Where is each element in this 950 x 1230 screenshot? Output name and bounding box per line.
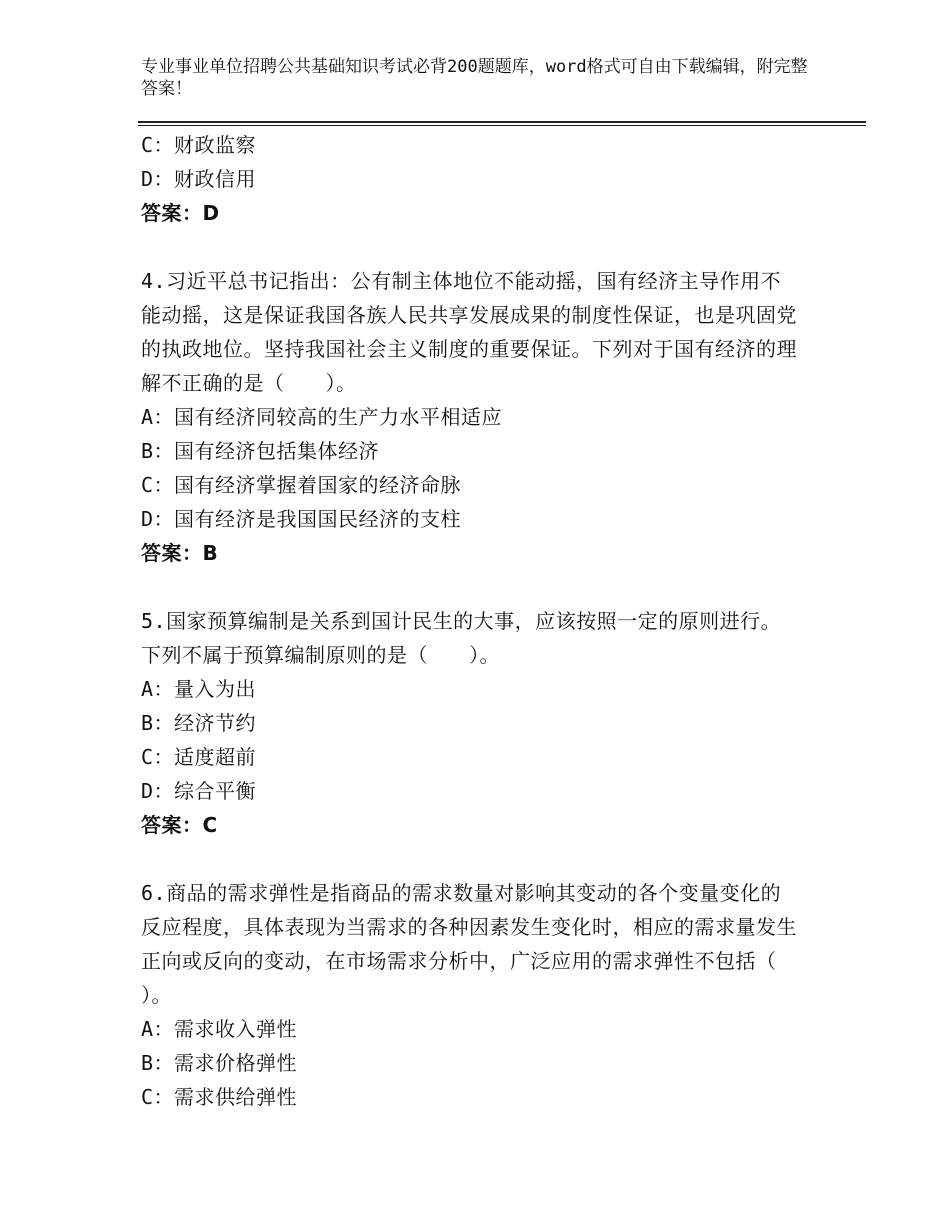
question-stem: 6.商品的需求弹性是指商品的需求数量对影响其变动的各个变量变化的反应程度，具体表现为当需求的各种因素发生变化时，相应的需求量发生正向或反向的变动，在市场需求分析中，广泛应用的需求弹性不包括（ ）。 [141, 881, 797, 1007]
option-b: B：经济节约 [141, 711, 257, 735]
document-content [141, 128, 801, 1114]
question-5 [141, 604, 801, 842]
question-6 [141, 876, 801, 1114]
option-c: C：需求供给弹性 [141, 1085, 298, 1109]
option-a: A：量入为出 [141, 677, 257, 701]
option-c: C：适度超前 [141, 745, 257, 769]
answer: 答案：D [141, 201, 220, 225]
header-divider [138, 121, 866, 126]
option-c: C：国有经济掌握着国家的经济命脉 [141, 473, 462, 497]
prev-question-tail [141, 128, 801, 230]
option-c: C：财政监察 [141, 133, 257, 157]
answer: 答案：C [141, 813, 218, 837]
answer: 答案：B [141, 541, 219, 565]
option-d: D：财政信用 [141, 167, 257, 191]
option-b: B：需求价格弹性 [141, 1051, 298, 1075]
page-header: 专业事业单位招聘公共基础知识考试必背200题题库，word格式可自由下载编辑，附完整答案！ [141, 57, 808, 99]
question-stem: 5.国家预算编制是关系到国计民生的大事，应该按照一定的原则进行。下列不属于预算编制原则的是（ ）。 [141, 609, 782, 667]
option-d: D：国有经济是我国国民经济的支柱 [141, 507, 462, 531]
option-a: A：需求收入弹性 [141, 1017, 298, 1041]
option-d: D：综合平衡 [141, 779, 257, 803]
option-a: A：国有经济同较高的生产力水平相适应 [141, 405, 503, 429]
question-stem: 4.习近平总书记指出：公有制主体地位不能动摇，国有经济主导作用不能动摇，这是保证我国各族人民共享发展成果的制度性保证，也是巩固党的执政地位。坚持我国社会主义制度的重要保证。下列对于国有经济的理解不正确的是（ ）。 [141, 269, 797, 395]
question-4 [141, 264, 801, 570]
option-b: B：国有经济包括集体经济 [141, 439, 380, 463]
